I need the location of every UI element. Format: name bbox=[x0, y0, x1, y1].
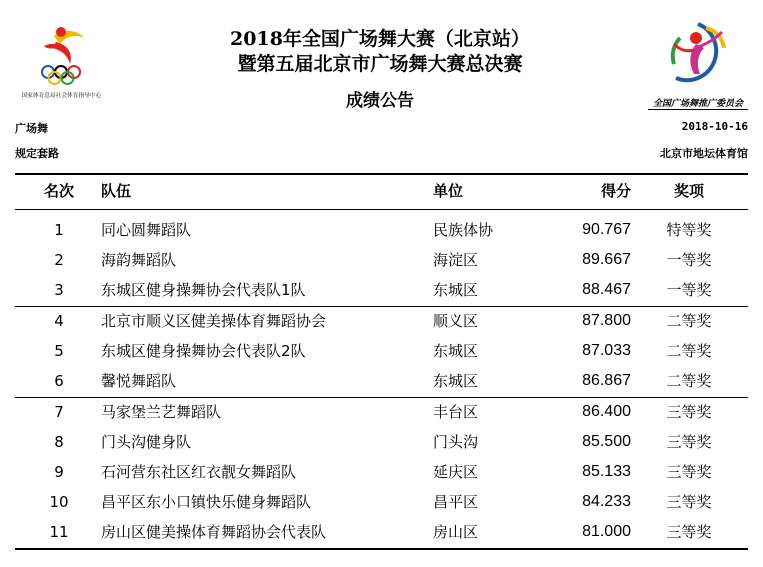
table-row bbox=[15, 366, 748, 396]
unit-cell: 房山区 bbox=[433, 523, 479, 541]
unit-cell: 东城区 bbox=[433, 281, 479, 299]
team-cell: 同心圆舞蹈队 bbox=[101, 221, 192, 239]
team-cell: 东城区健身操舞协会代表队2队 bbox=[101, 342, 306, 360]
title-line-2: 暨第五届北京市广场舞大赛总决赛 bbox=[237, 53, 523, 75]
award-cell: 三等奖 bbox=[666, 403, 712, 421]
table-row bbox=[15, 397, 748, 427]
award-cell: 二等奖 bbox=[666, 312, 712, 330]
award-cell: 特等奖 bbox=[666, 221, 712, 239]
unit-cell: 海淀区 bbox=[433, 251, 479, 269]
title-line-1: 2018年全国广场舞大赛（北京站） bbox=[230, 28, 530, 50]
score-cell: 88.467 bbox=[582, 281, 631, 298]
rank-cell: 2 bbox=[54, 251, 64, 269]
rank-cell: 8 bbox=[54, 433, 64, 451]
rank-cell: 7 bbox=[54, 403, 64, 421]
rank-cell: 9 bbox=[54, 463, 64, 481]
award-cell: 二等奖 bbox=[666, 372, 712, 390]
routine-label: 规定套路 bbox=[15, 147, 59, 160]
unit-cell: 东城区 bbox=[433, 372, 479, 390]
square-dance-emblem-icon bbox=[666, 18, 730, 94]
table-row bbox=[15, 517, 748, 547]
unit-cell: 民族体协 bbox=[433, 221, 494, 239]
score-cell: 85.500 bbox=[582, 433, 631, 450]
team-cell: 昌平区东小口镇快乐健身舞蹈队 bbox=[101, 493, 312, 511]
square-dance-committee-logo bbox=[648, 18, 748, 113]
table-row bbox=[15, 245, 748, 275]
rank-cell: 3 bbox=[54, 281, 64, 299]
column-header-team: 队伍 bbox=[101, 182, 132, 200]
team-cell: 石河营东社区红衣靓女舞蹈队 bbox=[101, 463, 297, 481]
table-row bbox=[15, 427, 748, 457]
score-cell: 84.233 bbox=[582, 493, 631, 510]
score-cell: 89.667 bbox=[582, 251, 631, 268]
table-top-rule bbox=[15, 173, 748, 175]
award-cell: 三等奖 bbox=[666, 463, 712, 481]
column-header-award: 奖项 bbox=[673, 182, 704, 200]
team-cell: 东城区健身操舞协会代表队1队 bbox=[101, 281, 306, 299]
column-header-rank: 名次 bbox=[43, 182, 74, 200]
award-cell: 三等奖 bbox=[666, 433, 712, 451]
table-header-row bbox=[15, 176, 748, 206]
unit-cell: 昌平区 bbox=[433, 493, 479, 511]
score-cell: 90.767 bbox=[582, 221, 631, 238]
category-label: 广场舞 bbox=[15, 122, 48, 135]
score-cell: 85.133 bbox=[582, 463, 631, 480]
header-divider bbox=[15, 209, 748, 210]
award-cell: 一等奖 bbox=[666, 281, 712, 299]
rank-cell: 10 bbox=[49, 493, 69, 511]
award-cell: 三等奖 bbox=[666, 493, 712, 511]
date-label: 2018-10-16 bbox=[681, 120, 748, 133]
score-cell: 87.033 bbox=[582, 342, 631, 359]
table-row bbox=[15, 275, 748, 305]
rank-cell: 6 bbox=[54, 372, 64, 390]
team-cell: 门头沟健身队 bbox=[101, 433, 192, 451]
rank-cell: 11 bbox=[49, 523, 69, 541]
award-cell: 一等奖 bbox=[666, 251, 712, 269]
rank-cell: 4 bbox=[54, 312, 64, 330]
score-cell: 87.800 bbox=[582, 312, 631, 329]
score-cell: 81.000 bbox=[582, 523, 631, 540]
unit-cell: 延庆区 bbox=[433, 463, 479, 481]
sports-center-emblem-icon bbox=[34, 22, 94, 88]
team-cell: 北京市顺义区健美操体育舞蹈协会 bbox=[101, 312, 327, 330]
rank-cell: 5 bbox=[54, 342, 64, 360]
score-cell: 86.400 bbox=[582, 403, 631, 420]
unit-cell: 东城区 bbox=[433, 342, 479, 360]
team-cell: 馨悦舞蹈队 bbox=[101, 372, 177, 390]
table-row bbox=[15, 306, 748, 336]
award-cell: 二等奖 bbox=[666, 342, 712, 360]
team-cell: 海韵舞蹈队 bbox=[101, 251, 177, 269]
venue-label: 北京市地坛体育馆 bbox=[660, 147, 748, 160]
table-row bbox=[15, 487, 748, 517]
team-cell: 房山区健美操体育舞蹈协会代表队 bbox=[101, 523, 327, 541]
unit-cell: 丰台区 bbox=[433, 403, 479, 421]
score-cell: 86.867 bbox=[582, 372, 631, 389]
sports-center-logo bbox=[12, 22, 112, 107]
award-cell: 三等奖 bbox=[666, 523, 712, 541]
team-cell: 马家堡兰艺舞蹈队 bbox=[101, 403, 222, 421]
column-header-score: 得分 bbox=[600, 182, 631, 200]
table-row bbox=[15, 215, 748, 245]
rank-cell: 1 bbox=[54, 221, 64, 239]
sports-center-caption: 国家体育总局社会体育指导中心 bbox=[21, 92, 102, 99]
table-row bbox=[15, 336, 748, 366]
unit-cell: 顺义区 bbox=[433, 312, 479, 330]
column-header-unit: 单位 bbox=[433, 182, 464, 200]
table-bottom-rule bbox=[15, 548, 748, 550]
table-row bbox=[15, 457, 748, 487]
square-dance-committee-caption: 全国广场舞推广委员会 bbox=[648, 96, 748, 110]
page-subtitle: 成绩公告 bbox=[346, 91, 414, 111]
unit-cell: 门头沟 bbox=[433, 433, 479, 451]
